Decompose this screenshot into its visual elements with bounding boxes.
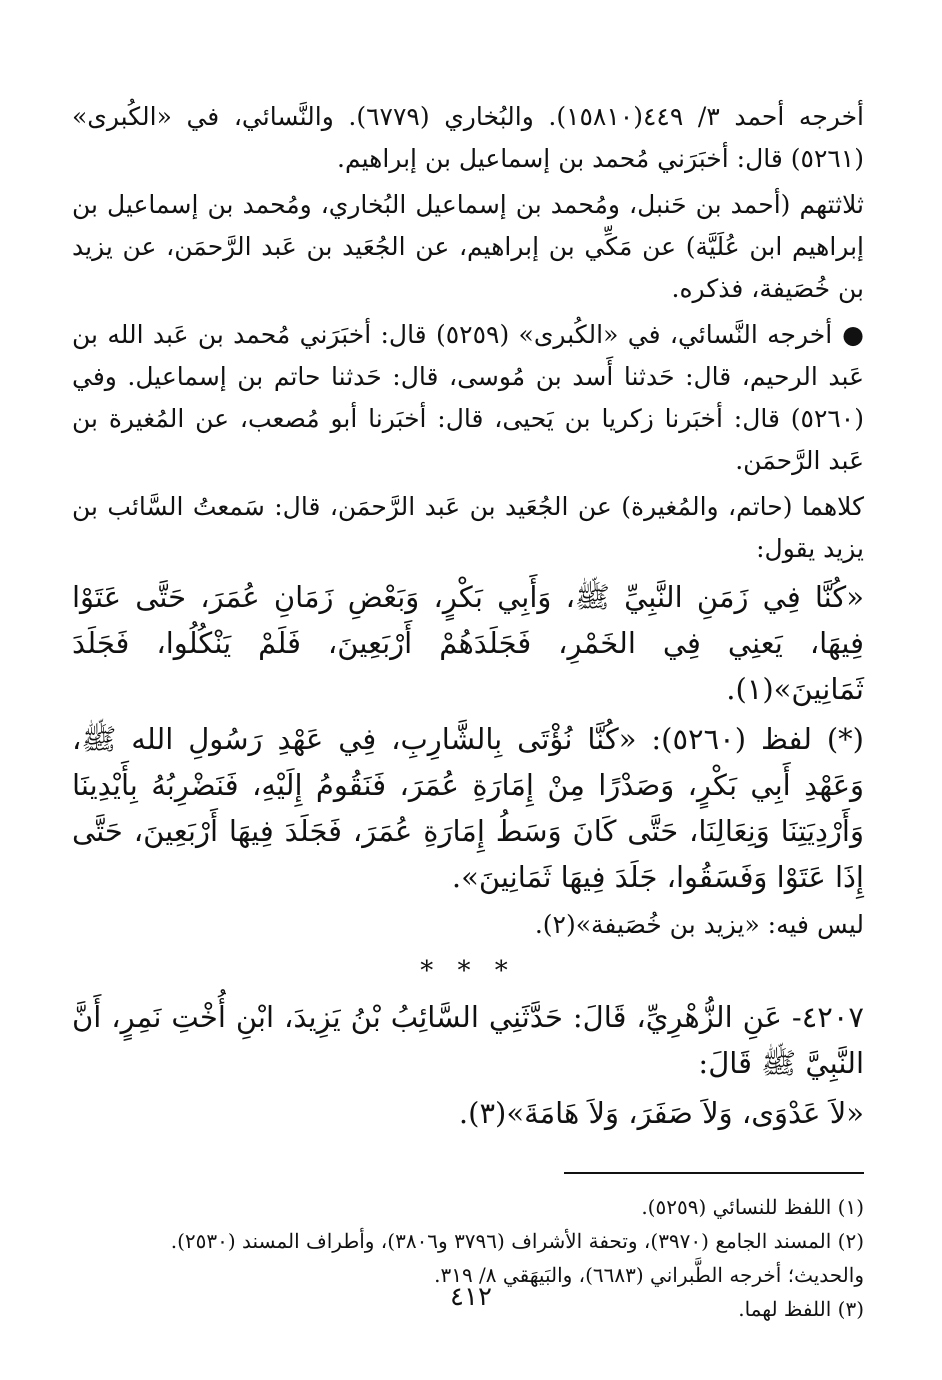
footnote-3: (٣) اللفظ لهما.: [738, 1297, 864, 1321]
page-content: [72, 96, 864, 1326]
hadith-4207-heading: ٤٢٠٧- عَنِ الزُّهْرِيِّ، قَالَ: حَدَّثَنِي السَّائِبُ بْنُ يَزِيدَ، ابْنِ أُخْتِ نَمِرٍ، أَنَّ النَّبِيَّ ﷺ قَالَ:: [72, 1000, 864, 1080]
footnote-1: (١) اللفظ للنسائي (٥٢٥٩).: [641, 1195, 864, 1219]
hadith-4207-text: «لاَ عَدْوَى، وَلاَ صَفَرَ، وَلاَ هَامَةَ»(٣).: [458, 1096, 864, 1130]
bullet-paragraph-text: أخرجه النَّسائي، في «الكُبرى» (٥٢٥٩) قال: أخبَرَني مُحمد بن عَبد الله بن عَبد الرحيم، قال: حَدثنا أَسد بن مُوسى، قال: حَدثنا حاتم بن إسماعيل. وفي (٥٢٦٠) قال: أخبَرنا زكريا بن يَحيى، قال: أخبَرنا أبو مُصعب، عن المُغيرة بن عَبد الرَّحمَن.: [72, 320, 864, 475]
footnote-rule: [564, 1172, 864, 1174]
section-separator: * * *: [420, 956, 516, 986]
footnote-2-continued: والحديث؛ أخرجه الطَّبراني (٦٦٨٣)، والبَيهَقي ٨/ ٣١٩.: [434, 1263, 864, 1287]
note-line: ليس فيه: «يزيد بن خُصَيفة»(٢).: [534, 910, 864, 939]
takhrij-paragraph: أخرجه أحمد ٣/ ٤٤٩(١٥٨١٠). والبُخاري (٦٧٧٩). والنَّسائي، في «الكُبرى» (٥٢٦١) قال: أخبَرَني مُحمد بن إسماعيل بن إبراهيم.: [72, 102, 864, 173]
bullet-icon: ●: [842, 320, 864, 349]
hadith-text: «كُنَّا فِي زَمَنِ النَّبِيِّ ﷺ، وَأَبِي بَكْرٍ، وَبَعْضِ زَمَانِ عُمَرَ، حَتَّى عَتَوْا فِيهَا، يَعنِي فِي الخَمْرِ، فَجَلَدَهُمْ أَرْبَعِينَ، فَلَمْ يَنْكُلُوا، فَجَلَدَ ثَمَانِينَ»(١).: [72, 580, 864, 706]
bullet-paragraph: [72, 314, 864, 482]
variant-wording: (*) لفظ (٥٢٦٠): «كُنَّا نُؤْتَى بِالشَّارِبِ، فِي عَهْدِ رَسُولِ الله ﷺ، وَعَهْدِ أَبِي بَكْرٍ، وَصَدْرًا مِنْ إِمَارَةِ عُمَرَ، فَنَقُومُ إِلَيْهِ، فَنَضْرِبُهُ بِأَيْدِينَا وَأَرْدِيَتِنَا وَنِعَالِنَا، حَتَّى كَانَ وَسَطُ إِمَارَةِ عُمَرَ، فَجَلَدَ فِيهَا أَرْبَعِينَ، حَتَّى إِذَا عَتَوْا وَفَسَقُوا، جَلَدَ فِيهَا ثَمَانِينَ».: [72, 722, 864, 894]
footnote-2: (٢) المسند الجامع (٣٩٧٠)، وتحفة الأشراف (٣٧٩٦ و٣٨٠٦)، وأطراف المسند (٢٥٣٠).: [170, 1229, 864, 1253]
chain-paragraph: ثلاثتهم (أحمد بن حَنبل، ومُحمد بن إسماعيل البُخاري، ومُحمد بن إسماعيل بن إبراهيم ابن عُلَيَّة) عن مَكِّي بن إبراهيم، عن الجُعَيد بن عَبد الرَّحمَن، عن يزيد بن خُصَيفة، فذكره.: [72, 190, 864, 303]
narration-intro: كلاهما (حاتم، والمُغيرة) عن الجُعَيد بن عَبد الرَّحمَن، قال: سَمعتُ السَّائب بن يزيد يقول:: [72, 492, 864, 563]
page-number: ٤١٢: [450, 1282, 492, 1312]
